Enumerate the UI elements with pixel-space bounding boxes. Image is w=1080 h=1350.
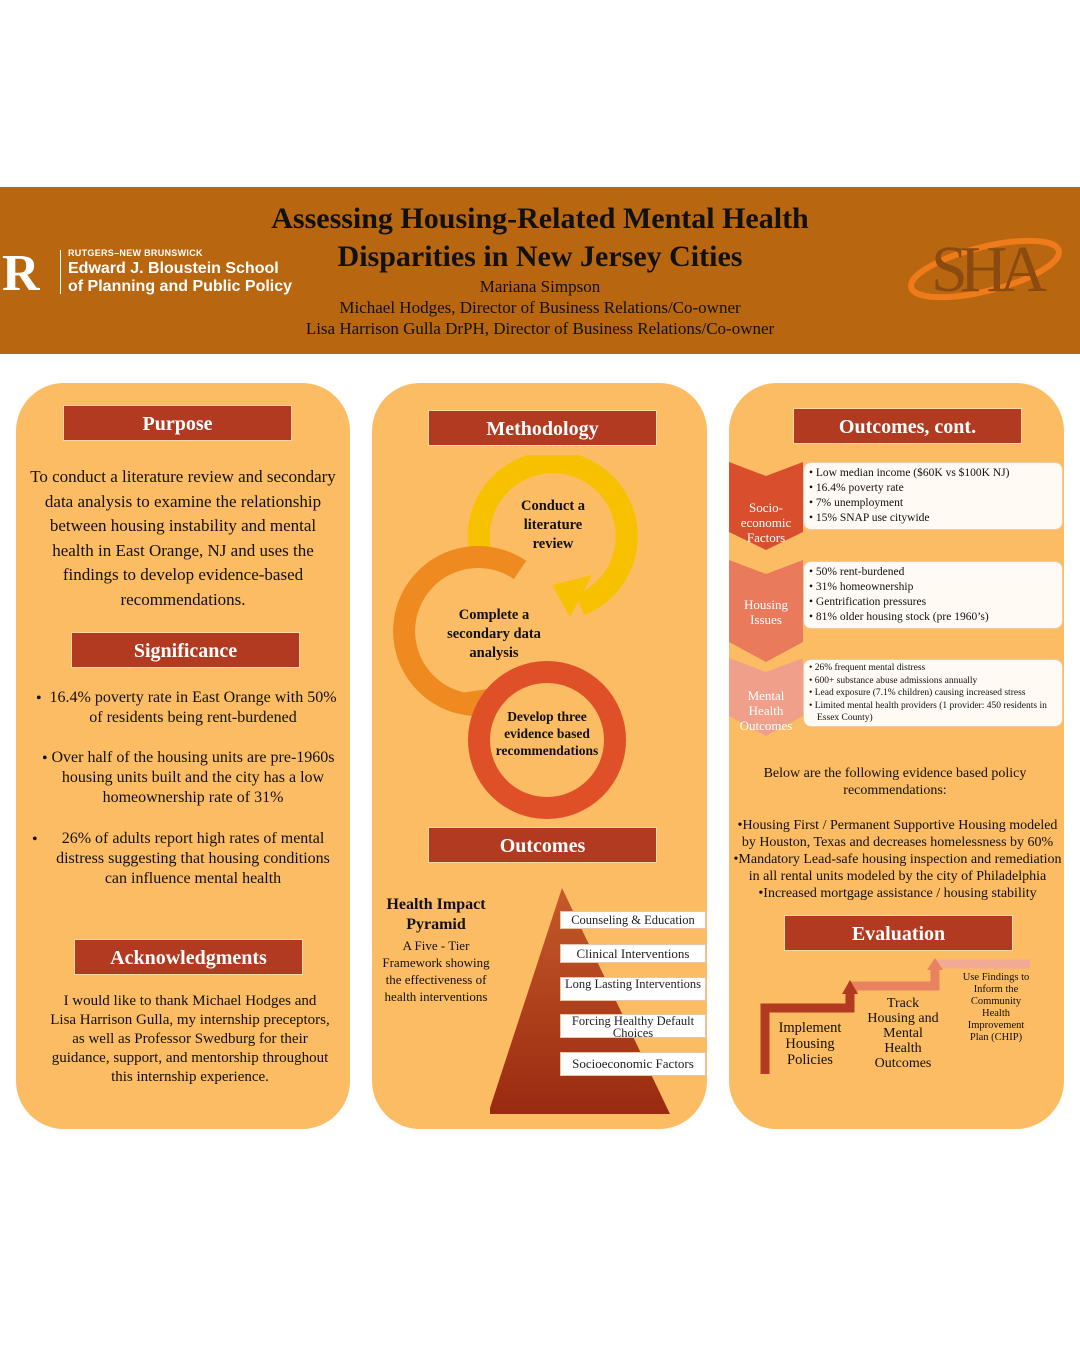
pyramid-description: A Five - Tier Framework showing the effectiveness of health interventions: [382, 938, 490, 1004]
outcomes-cont-heading: Outcomes, cont.: [793, 408, 1022, 444]
significance-heading: Significance: [71, 632, 300, 668]
socioeconomic-item-text: 15% SNAP use citywide: [815, 512, 930, 524]
housing-item-text: 81% older housing stock (pre 1960’s): [815, 611, 989, 623]
recommendation-1: •Housing First / Permanent Supportive Housing modeled by Houston, Texas and decreases homelessness by 60%: [737, 818, 1058, 850]
housing-item-text: Gentrification pressures: [815, 596, 927, 608]
stair-step-3: [938, 964, 1030, 970]
pyramid-tier-5: Socioeconomic Factors: [560, 1052, 706, 1076]
sha-logo: [905, 225, 1075, 305]
method-step-2: Complete a secondary data analysis: [447, 607, 541, 661]
bullet-dot: •: [42, 750, 48, 767]
recommendations-list: [731, 817, 1064, 902]
eval-step-1: Implement Housing Policies: [778, 1020, 842, 1068]
author-2: Michael Hodges, Director of Business Relations/Co-owner: [339, 298, 741, 317]
method-step-1: Conduct a literature review: [520, 498, 586, 552]
socioeconomic-item: • 16.4% poverty rate: [809, 482, 904, 494]
rutgers-r-letter: R: [2, 248, 40, 294]
socioeconomic-item: • 15% SNAP use citywide: [809, 512, 930, 524]
author-1: Mariana Simpson: [479, 277, 601, 296]
recommendation-3: •Increased mortgage assistance / housing stability: [758, 886, 1037, 901]
pyramid-tier-4: Forcing Healthy Default Choices: [560, 1014, 706, 1038]
significance-item-2: Over half of the housing units are pre-1960s housing units built and the city has a low homeownership rate of 31%: [51, 749, 335, 806]
acknowledgments-text: I would like to thank Michael Hodges and Lisa Harrison Gulla, my internship preceptors, as well as Professor Swedburg for their guidance, support, and mentorship throughout this internship experience.: [50, 993, 330, 1085]
housing-item: • 31% homeownership: [809, 581, 914, 593]
bullet-dot: •: [36, 690, 42, 707]
logo-school-line2: of Planning and Public Policy: [68, 278, 293, 295]
significance-item-1: 16.4% poverty rate in East Orange with 50% of residents being rent-burdened: [49, 689, 337, 726]
title-line-2: Disparities in New Jersey Cities: [337, 240, 743, 273]
significance-item-3: 26% of adults report high rates of mental distress suggesting that housing conditions can influence mental health: [56, 830, 330, 887]
mental-health-item-text: Lead exposure (7.1% children) causing increased stress: [814, 688, 1026, 698]
mental-health-box: [803, 659, 1063, 727]
logo-school-line1: Edward J. Bloustein School: [68, 260, 279, 277]
recommendations-intro: Below are the following evidence based policy recommendations:: [763, 766, 1027, 798]
pyramid-tier-2: Clinical Interventions: [560, 944, 706, 963]
housing-item-text: 50% rent-burdened: [815, 566, 905, 578]
socioeconomic-item: • 7% unemployment: [809, 497, 904, 509]
eval-step-3: Use Findings to Inform the Community Health Improvement Plan (CHIP): [962, 972, 1030, 1043]
pyramid-tier-1: Counseling & Education: [560, 911, 706, 929]
mental-health-item: • 600+ substance abuse admissions annually: [809, 675, 978, 686]
pyramid-tier-3: Long Lasting Interventions: [560, 977, 706, 1001]
socioeconomic-item-text: Low median income ($60K vs $100K NJ): [815, 467, 1010, 479]
socioeconomic-item: • Low median income ($60K vs $100K NJ): [809, 467, 1010, 479]
stair-step-2: [853, 970, 935, 994]
recommendation-2: •Mandatory Lead-safe housing inspection and remediation in all rental units modeled by the city of Philadelphia: [733, 852, 1062, 884]
evaluation-heading: Evaluation: [784, 915, 1013, 951]
purpose-heading: Purpose: [63, 405, 292, 441]
eval-step-2: Track Housing and Mental Health Outcomes: [867, 996, 939, 1071]
mental-health-item-text: 600+ substance abuse admissions annually: [814, 675, 978, 686]
purpose-text: To conduct a literature review and secondary data analysis to examine the relationship between housing instability and mental health in East Orange, NJ and uses the findings to develop evidence-based recommendations.: [30, 467, 336, 609]
factor-label-housing: Housing Issues: [743, 597, 789, 627]
mental-health-item: • 26% frequent mental distress: [809, 663, 926, 673]
housing-item-text: 31% homeownership: [815, 581, 914, 593]
mental-health-item: • Lead exposure (7.1% children) causing increased stress: [809, 688, 1026, 698]
bullet-dot: •: [32, 831, 38, 848]
mental-health-item: • Limited mental health providers (1 provider: 450 residents in Essex County): [809, 700, 1047, 723]
title-line-1: Assessing Housing-Related Mental Health: [271, 202, 809, 235]
methodology-heading: Methodology: [428, 410, 657, 446]
factor-label-socioeconomic: Socio-economic Factors: [740, 500, 792, 545]
housing-item: • 81% older housing stock (pre 1960’s): [809, 611, 989, 623]
sha-logo-text: SHA: [931, 233, 1040, 305]
logo-university-name: RUTGERS–NEW BRUNSWICK: [68, 248, 203, 258]
socioeconomic-box: [803, 462, 1063, 530]
socioeconomic-item-text: 7% unemployment: [815, 497, 904, 509]
housing-item: • Gentrification pressures: [809, 596, 927, 608]
author-3: Lisa Harrison Gulla DrPH, Director of Business Relations/Co-owner: [305, 319, 775, 338]
outcomes-heading: Outcomes: [428, 827, 657, 863]
mental-health-item-text: Limited mental health providers (1 provider: 450 residents in Essex County): [814, 700, 1047, 723]
pyramid-title: Health Impact Pyramid: [386, 896, 486, 933]
housing-issues-box: [803, 561, 1063, 629]
socioeconomic-item-text: 16.4% poverty rate: [815, 482, 904, 494]
factor-label-mental-health: Mental Health Outcomes: [739, 688, 793, 733]
mental-health-item-text: 26% frequent mental distress: [814, 663, 926, 673]
housing-item: • 50% rent-burdened: [809, 566, 905, 578]
acknowledgments-heading: Acknowledgments: [74, 939, 303, 975]
method-step-3: Develop three evidence based recommendations: [495, 709, 599, 758]
